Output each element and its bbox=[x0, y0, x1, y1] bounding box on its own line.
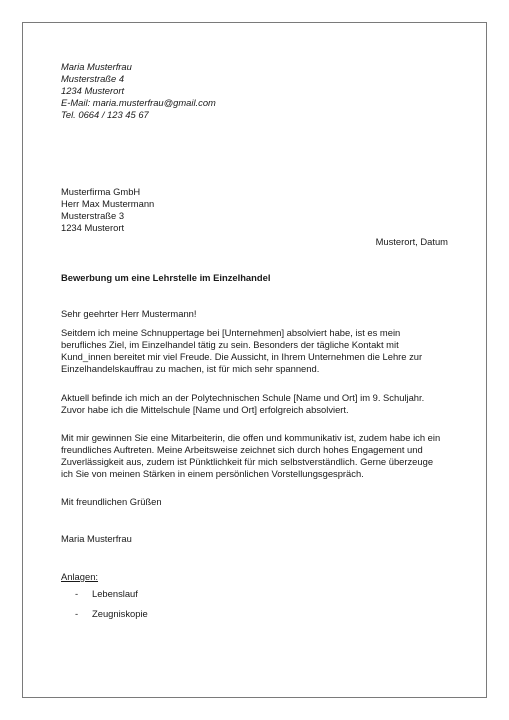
sender-email: E-Mail: maria.musterfrau@gmail.com bbox=[61, 97, 216, 108]
attachment-label: Zeugniskopie bbox=[92, 608, 148, 619]
closing: Mit freundlichen Grüßen bbox=[61, 496, 162, 507]
attachments-label: Anlagen: bbox=[61, 571, 99, 582]
paragraph-line: ich Sie von meinen Stärken in einem persönlichen Vorstellungsgespräch. bbox=[61, 468, 364, 479]
subject-line: Bewerbung um eine Lehrstelle im Einzelhandel bbox=[61, 272, 271, 283]
signature-name: Maria Musterfrau bbox=[61, 533, 132, 544]
bullet-dash: - bbox=[75, 608, 79, 619]
recipient-company: Musterfirma GmbH bbox=[61, 186, 141, 197]
paragraph-line: Zuvor habe ich die Mittelschule [Name und Ort] erfolgreich absolviert. bbox=[61, 404, 349, 415]
paragraph-line: freundliches Auftreten. Meine Arbeitsweise zeichnet sich durch hohes Engagement und bbox=[61, 444, 423, 455]
paragraph-line: Aktuell befinde ich mich an der Polytechnischen Schule [Name und Ort] im 9. Schuljahr. bbox=[61, 392, 425, 403]
recipient-street: Musterstraße 3 bbox=[61, 210, 125, 221]
paragraph-line: Kund_innen bereitet mir viel Freude. Die Aussicht, in Ihrem Unternehmen die Lehre zur bbox=[61, 351, 423, 362]
paragraph-line: Einzelhandelskauffrau zu machen, ist für mich sehr spannend. bbox=[61, 363, 320, 374]
sender-name: Maria Musterfrau bbox=[61, 61, 132, 72]
paragraph-line: Mit mir gewinnen Sie eine Mitarbeiterin, die offen und kommunikativ ist, zudem habe ich ein bbox=[61, 432, 441, 443]
recipient-city: 1234 Musterort bbox=[61, 222, 125, 233]
paragraph-line: Zuverlässigkeit aus, zudem ist Pünktlichkeit für mich selbstverständlich. Gerne überzeuge bbox=[61, 456, 434, 467]
sender-phone: Tel. 0664 / 123 45 67 bbox=[61, 109, 149, 120]
place-date: Musterort, Datum bbox=[375, 236, 448, 247]
paragraph-line: berufliches Ziel, im Einzelhandel tätig zu sein. Besonders der tägliche Kontakt mit bbox=[61, 339, 399, 350]
attachment-label: Lebenslauf bbox=[92, 588, 138, 599]
bullet-dash: - bbox=[75, 588, 79, 599]
recipient-contact: Herr Max Mustermann bbox=[61, 198, 155, 209]
sender-street: Musterstraße 4 bbox=[61, 73, 125, 84]
sender-city: 1234 Musterort bbox=[61, 85, 125, 96]
salutation: Sehr geehrter Herr Mustermann! bbox=[61, 308, 197, 319]
paragraph-line: Seitdem ich meine Schnuppertage bei [Unternehmen] absolviert habe, ist es mein bbox=[61, 327, 401, 338]
